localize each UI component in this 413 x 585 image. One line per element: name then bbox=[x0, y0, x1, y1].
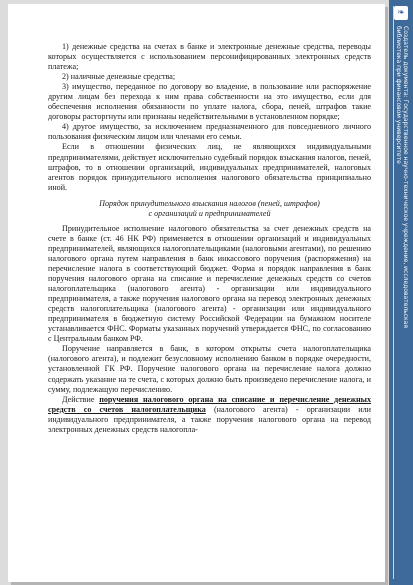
heading-line-2: с организаций и предпринимателей bbox=[148, 208, 271, 218]
emphasized-text: поручения налогового органа на списание и перечисление денежных средств со счетов налогоплательщика bbox=[48, 394, 371, 414]
paragraph: Поручение направляется в банк, в котором открыты счета налогоплательщика (налогового агента), и подлежит безусловному исполнению банком в порядке очередности, установленной ГК РФ. Поручение налогового органа на перечисление налога должно содержать указание на те счета, с которых должно быть произведено перечисление налога, и сумму, подлежащую перечислению. bbox=[48, 344, 371, 394]
section-heading bbox=[48, 199, 371, 219]
watermark-sidebar bbox=[389, 0, 413, 585]
paragraph: Если в отношении физических лиц, не являющихся индивидуальными предпринимателями, действует исключительно судебный порядок взыскания налогов, пеней, штрафов, то в отношении организаций, индивидуальных предпринимателей, налоговых агентов порядок принудительного исполнения налогового обязательства принципиально иной. bbox=[48, 142, 371, 192]
heading-line-1: Порядок принудительного взыскания налогов (пеней, штрафов) bbox=[99, 198, 320, 208]
sidebar-watermark-text: Создатель документа: Государственное научно-техническое учреждение, исследовательская библиотека при финансовом университете bbox=[395, 26, 409, 328]
paragraph: Принудительное исполнение налогового обязательства за счет денежных средств на счете в банке (ст. 46 НК РФ) применяется в отношении организаций и индивидуальных предпринимателей, являющихся налогоплательщиками (налоговыми агентами), по решению налогового органа путем направления в банк инкассового поручения (распоряжения) на перечисление налога в соответствующий бюджет. Форма и порядок направления в банк поручения налогового органа на списание и перечисление денежных средств со счетов налогоплательщика (налогового агента) - организации или индивидуального предпринимателя, а также поручения налогового органа на перевод электронных денежных средств налогоплательщика (налогового агента) - организации или индивидуального предпринимателя в бюджетную систему Российской Федерации на бумажном носителе устанавливается ФНС. Форматы указанных поручений утверждается ФНС, по согласованию с Центральным банком РФ. bbox=[48, 223, 371, 344]
paragraph: 4) другое имущество, за исключением предназначенного для повседневного личного пользования физическим лицом или членами его семьи. bbox=[48, 122, 371, 142]
paragraph: 1) денежные средства на счетах в банке и электронные денежные средства, переводы которых осуществляется с использованием персонифицированных электронных средств платежа; bbox=[48, 42, 371, 72]
paragraph-last bbox=[48, 395, 371, 435]
paragraph: 3) имущество, переданное по договору во владение, в пользование или распоряжение другим лицам без перехода к ним права собственности на это имущество, если для обеспечения исполнения обязанности по уплате налога, сбора, пеней, штрафов такие договоры расторгнуты или признаны недействительными в установленном порядке; bbox=[48, 82, 371, 122]
text-run: (налогового агента) - организации или индивидуального предпринимателя, а также поручения налогового органа на перевод электронных денежных средств налогопла- bbox=[48, 404, 371, 434]
library-logo-icon: ❧ bbox=[394, 6, 408, 20]
text-run: Действие bbox=[62, 394, 100, 404]
paragraph: 2) наличные денежные средства; bbox=[62, 72, 176, 82]
document-text bbox=[48, 42, 371, 435]
